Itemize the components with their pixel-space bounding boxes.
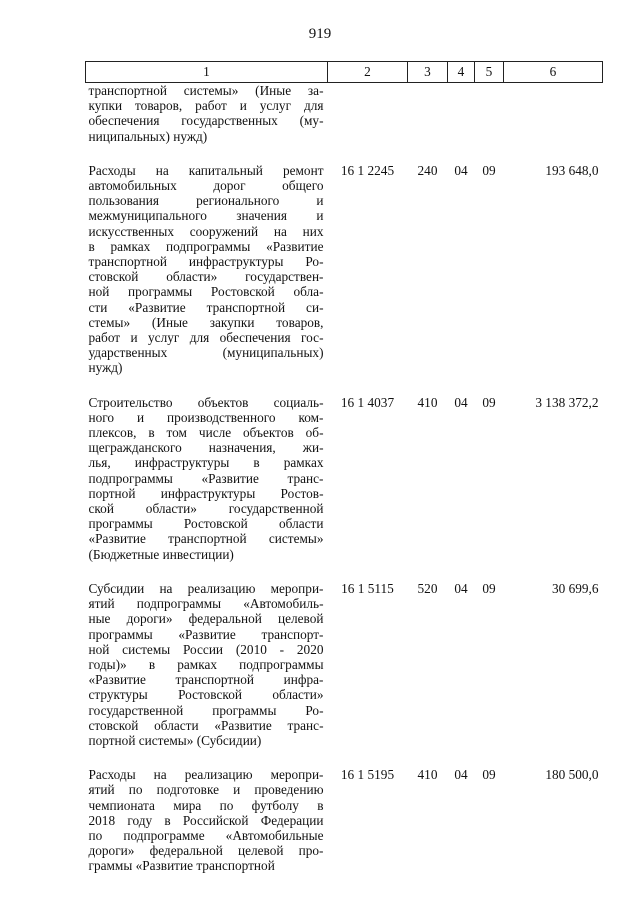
description-line: портной инфраструктуры Ростов- — [88, 485, 324, 501]
description-line: межмуниципального значения и — [88, 208, 324, 224]
row-subsection: 09 — [482, 162, 496, 178]
description-line: Расходы на капитальный ремонт — [88, 162, 324, 178]
description-line: «Развитие транспортной инфра- — [88, 672, 324, 688]
description-line: ниципальных) нужд) — [88, 128, 208, 144]
row-description — [86, 144, 328, 376]
description-line: ные дороги» федеральной целевой — [88, 611, 324, 627]
row-section — [448, 83, 475, 144]
description-line: стовской области «Развитие транс- — [88, 717, 324, 733]
description-line: работ и услуг для обеспечения гос- — [88, 330, 324, 346]
description-line: транспортной системы» (Иные за- — [88, 83, 324, 98]
row-section: 04 — [454, 767, 468, 783]
description-line: граммы «Развитие транспортной — [88, 858, 275, 874]
page-number: 919 — [308, 26, 332, 42]
description-line: нужд) — [88, 360, 123, 376]
description-line: портной системы» (Субсидии) — [88, 732, 262, 748]
table-row — [86, 562, 603, 748]
description-line: по подпрограмме «Автомобильные — [88, 827, 324, 843]
row-amount: 30 699,6 — [551, 580, 599, 596]
row-subsection: 09 — [482, 580, 496, 596]
row-amount: 193 648,0 — [545, 162, 599, 178]
table-row — [86, 144, 603, 376]
header-col-3: 3 — [408, 62, 448, 83]
table-row — [86, 376, 603, 562]
description-line: ной системы России (2010 - 2020 — [88, 641, 324, 657]
description-line: лья, инфраструктуры в рамках — [88, 455, 324, 471]
row-target-code: 16 1 2245 — [340, 162, 395, 178]
description-line: государственной программы Ро- — [88, 702, 324, 718]
row-description — [86, 562, 328, 748]
description-line: ской области» государственной — [88, 501, 324, 517]
description-line: стемы» (Иные закупки товаров, — [88, 314, 324, 330]
row-target-code: 16 1 5115 — [341, 580, 394, 596]
description-line: Расходы на реализацию меропри- — [88, 767, 324, 783]
description-line: ударственных (муниципальных) — [88, 345, 324, 361]
row-target-code — [328, 83, 408, 144]
description-line: плексов, в том числе объектов об- — [88, 425, 324, 441]
row-amount — [504, 83, 603, 144]
description-line: сти «Развитие транспортной си- — [88, 299, 324, 315]
header-col-6: 6 — [504, 62, 603, 83]
table-body — [86, 83, 603, 874]
description-line: ятий по подготовке и проведению — [88, 782, 324, 798]
description-line: щегражданского назначения, жи- — [88, 440, 324, 456]
row-description — [86, 83, 328, 144]
row-expense-type: 410 — [417, 767, 438, 783]
header-col-2: 2 — [328, 62, 408, 83]
description-line: искусственных сооружений на них — [88, 223, 324, 239]
row-expense-type: 410 — [417, 394, 438, 410]
table-row — [86, 83, 603, 144]
row-expense-type — [408, 83, 448, 144]
description-line: ятий подпрограммы «Автомобиль- — [88, 596, 324, 612]
row-subsection: 09 — [482, 394, 496, 410]
row-target-code: 16 1 4037 — [340, 394, 395, 410]
header-col-4: 4 — [448, 62, 475, 83]
description-line: 2018 году в Российской Федерации — [88, 812, 324, 828]
description-line: в рамках подпрограммы «Развитие — [88, 238, 324, 254]
description-line: структуры Ростовской области» — [88, 687, 324, 703]
table-row — [86, 748, 603, 873]
description-line: подпрограммы «Развитие транс- — [88, 470, 324, 486]
row-expense-type: 520 — [417, 580, 438, 596]
description-line: стовской области» государствен- — [88, 269, 324, 285]
description-line: транспортной инфраструктуры Ро- — [88, 254, 324, 270]
header-col-1: 1 — [86, 62, 328, 83]
description-line: (Бюджетные инвестиции) — [88, 546, 234, 562]
description-line: ной программы Ростовской обла- — [88, 284, 324, 300]
description-line: программы Ростовской области — [88, 516, 324, 532]
description-line: чемпионата мира по футболу в — [88, 797, 324, 813]
row-expense-type: 240 — [417, 162, 438, 178]
description-line: «Развитие транспортной системы» — [88, 531, 324, 547]
row-section: 04 — [454, 394, 468, 410]
row-section: 04 — [454, 162, 468, 178]
description-line: Строительство объектов социаль- — [88, 394, 324, 410]
description-line: программы «Развитие транспорт- — [88, 626, 324, 642]
row-description — [86, 748, 328, 873]
description-line: обеспечения государственных (му- — [88, 113, 324, 129]
description-line: купки товаров, работ и услуг для — [88, 98, 324, 114]
description-line: автомобильных дорог общего — [88, 178, 324, 194]
row-amount: 180 500,0 — [545, 767, 599, 783]
row-target-code: 16 1 5195 — [340, 767, 395, 783]
header-col-5: 5 — [475, 62, 504, 83]
description-line: годы)» в рамках подпрограммы — [88, 656, 324, 672]
description-line: пользования регионального и — [88, 193, 324, 209]
row-subsection: 09 — [482, 767, 496, 783]
description-line: Субсидии на реализацию меропри- — [88, 580, 324, 596]
budget-table — [85, 61, 603, 874]
row-subsection — [475, 83, 504, 144]
table-header-row — [86, 62, 603, 83]
description-line: ного и производственного ком- — [88, 409, 324, 425]
row-section: 04 — [454, 580, 468, 596]
description-line: дороги» федеральной целевой про- — [88, 843, 324, 859]
row-description — [86, 376, 328, 562]
row-amount: 3 138 372,2 — [535, 394, 599, 410]
